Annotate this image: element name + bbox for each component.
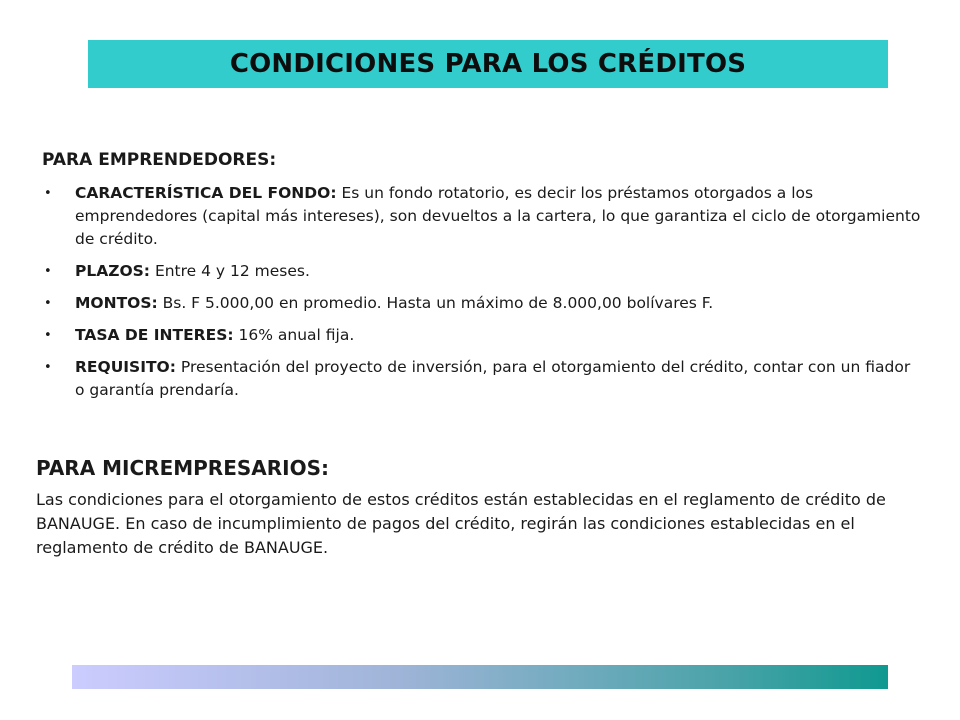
page-title: CONDICIONES PARA LOS CRÉDITOS	[229, 49, 747, 79]
section-heading-emprendedores: PARA EMPRENDEDORES:	[42, 150, 277, 170]
bullet-icon: •	[44, 360, 52, 375]
item-label: PLAZOS:	[75, 262, 151, 280]
section-heading-microempresarios: PARA MICREMPRESARIOS:	[36, 456, 329, 480]
list-item-requisito	[42, 356, 922, 402]
list-item-tasa	[42, 324, 922, 347]
bullet-icon: •	[44, 186, 52, 201]
item-text: Bs. F 5.000,00 en promedio. Hasta un máximo de 8.000,00 bolívares F.	[157, 294, 714, 312]
section-emprendedores	[42, 150, 922, 411]
bullet-icon: •	[44, 328, 52, 343]
item-label: MONTOS:	[75, 294, 158, 312]
item-label: REQUISITO:	[75, 358, 176, 376]
microempresarios-paragraph: Las condiciones para el otorgamiento de estos créditos están establecidas en el reglamento de crédito de BANAUGE. En caso de incumplimiento de pagos del crédito, regirán las condiciones establecidas en el reglamento de crédito de BANAUGE.	[36, 490, 886, 557]
footer-gradient-bar	[72, 665, 888, 689]
list-item-plazos	[42, 260, 922, 283]
bullet-icon: •	[44, 296, 52, 311]
item-text: Es un fondo rotatorio, es decir los préstamos otorgados a los emprendedores (capital más intereses), son devueltos a la cartera, lo que garantiza el ciclo de otorgamiento de crédito.	[75, 184, 921, 248]
item-text: 16% anual fija.	[233, 326, 355, 344]
list-item-montos	[42, 292, 922, 315]
section-microempresarios	[36, 456, 922, 560]
item-text: Entre 4 y 12 meses.	[150, 262, 310, 280]
bullet-icon: •	[44, 264, 52, 279]
item-text: Presentación del proyecto de inversión, para el otorgamiento del crédito, contar con un fiador o garantía prendaría.	[75, 358, 911, 399]
item-label: TASA DE INTERES:	[75, 326, 234, 344]
title-banner	[88, 40, 888, 88]
item-label: CARACTERÍSTICA DEL FONDO:	[75, 184, 337, 202]
list-item-caracteristica	[42, 182, 922, 251]
conditions-list	[42, 182, 922, 402]
